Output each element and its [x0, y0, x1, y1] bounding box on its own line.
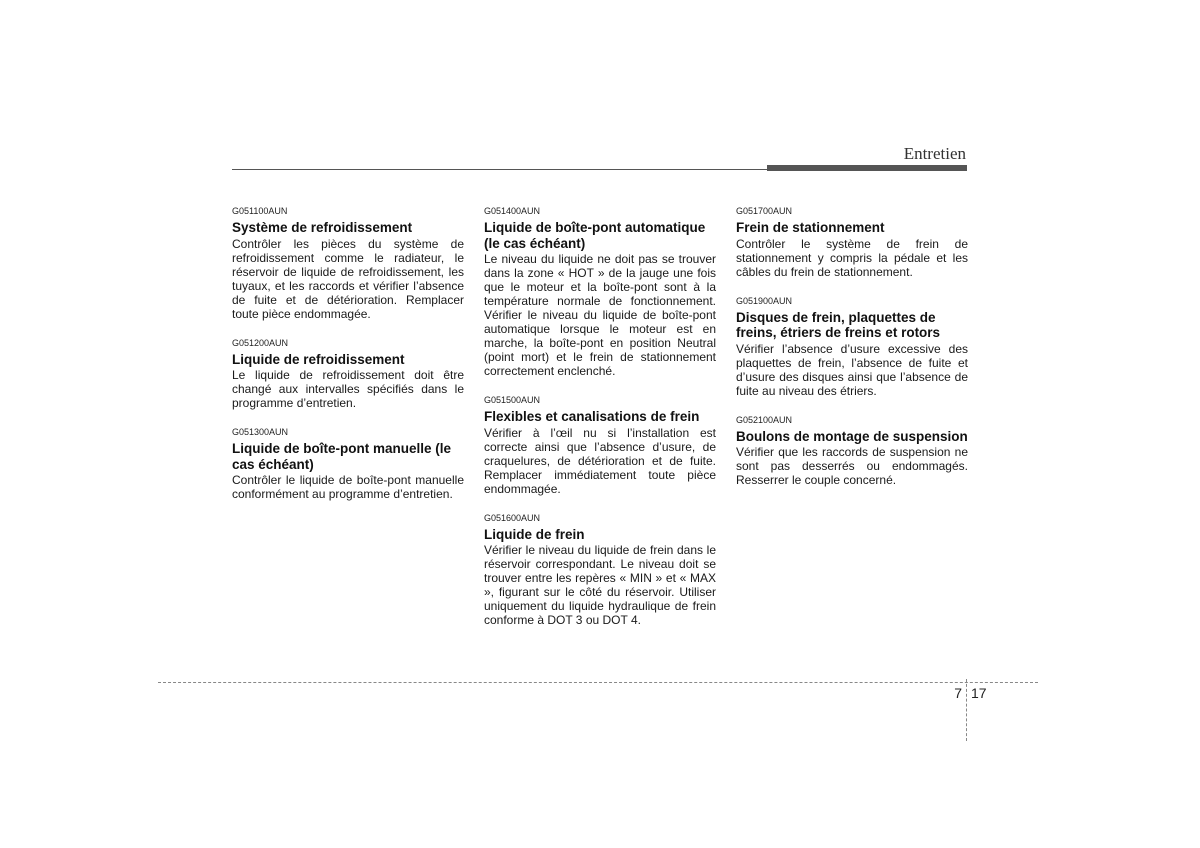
section-code: G051400AUN [484, 206, 541, 216]
section-code: G052100AUN [736, 414, 793, 425]
header-rule-accent [767, 165, 967, 171]
header-rule [232, 169, 767, 170]
section-brake-hoses-lines [484, 395, 716, 496]
chapter-title: Entretien [903, 144, 966, 163]
section-code: G051500AUN [484, 395, 541, 405]
section-suspension-bolts [736, 415, 968, 488]
section-body: Le liquide de refroidissement doit être changé aux intervalles spécifiés dans le programme d’entretien. [232, 368, 464, 410]
section-automatic-transaxle-fluid [484, 206, 716, 378]
section-heading: Liquide de boîte-pont automatique (le cas échéant) [484, 220, 706, 251]
section-code: G051600AUN [484, 512, 541, 523]
section-body: Vérifier à l’œil nu si l’installation est correcte ainsi que l’absence d’usure, de craquelures, de détérioration et de fuite. Remplacer immédiatement toute pièce endommagée. [484, 425, 716, 496]
section-coolant [232, 338, 464, 411]
section-body: Vérifier l’absence d’usure excessive des plaquettes de frein, l’absence de fuite et d’usure des disques ainsi que l’absence de fuite au niveau des étriers. [736, 341, 968, 398]
section-body: Contrôler le système de frein de stationnement y compris la pédale et les câbles du frein de stationnement. [736, 236, 968, 279]
section-code: G051100AUN [232, 206, 288, 216]
section-heading: Disques de frein, plaquettes de freins, étriers de freins et rotors [736, 309, 941, 340]
section-body: Vérifier que les raccords de suspension ne sont pas desserrés ou endommagés. Resserrer le couple concerné. [736, 445, 968, 487]
section-body: Contrôler le liquide de boîte-pont manuelle conformément au programme d’entretien. [232, 473, 464, 501]
section-body: Contrôler les pièces du système de refroidissement comme le radiateur, le réservoir de liquide de refroidissement, les tuyaux, et les raccords et vérifier l’absence de fuite et de détérioration. Remplacer toute pièce endommagée. [232, 236, 464, 321]
section-code: G051200AUN [232, 337, 289, 348]
section-heading: Frein de stationnement [736, 220, 885, 235]
section-parking-brake [736, 206, 968, 279]
section-heading: Boulons de montage de suspension [736, 428, 968, 444]
section-code: G051900AUN [736, 295, 793, 306]
section-heading: Liquide de refroidissement [232, 351, 405, 367]
section-code: G051700AUN [736, 206, 793, 216]
content-column-3 [736, 206, 968, 504]
section-body: Le niveau du liquide ne doit pas se trouver dans la zone « HOT » de la jauge une fois que le moteur et la boîte-pont sont à la température normale de fonctionnement. Vérifier le niveau du liquide de boîte-pont automatique lorsque le moteur est en marche, la boîte-pont en position Neutral (point mort) et le frein de stationnement correctement enclenché. [484, 252, 716, 378]
footer-divider [966, 679, 967, 741]
section-heading: Liquide de frein [484, 526, 585, 542]
section-manual-transaxle-fluid [232, 427, 464, 501]
footer-rule [158, 682, 1038, 683]
section-cooling-system [232, 206, 464, 321]
section-code: G051300AUN [232, 427, 289, 437]
section-brake-discs-pads [736, 296, 968, 398]
content-column-2 [484, 206, 716, 644]
content-column-1 [232, 206, 464, 518]
section-brake-fluid [484, 513, 716, 628]
chapter-number: 7 [954, 685, 962, 701]
page-number: 17 [971, 685, 987, 701]
section-heading: Système de refroidissement [232, 220, 413, 235]
section-heading: Liquide de boîte-pont manuelle (le cas échéant) [232, 441, 452, 472]
section-heading: Flexibles et canalisations de frein [484, 409, 700, 424]
section-body: Vérifier le niveau du liquide de frein dans le réservoir correspondant. Le niveau doit se trouver entre les repères « MIN » et « MAX », figurant sur le côté du réservoir. Utiliser uniquement du liquide hydraulique de frein conforme à DOT 3 ou DOT 4. [484, 543, 716, 627]
